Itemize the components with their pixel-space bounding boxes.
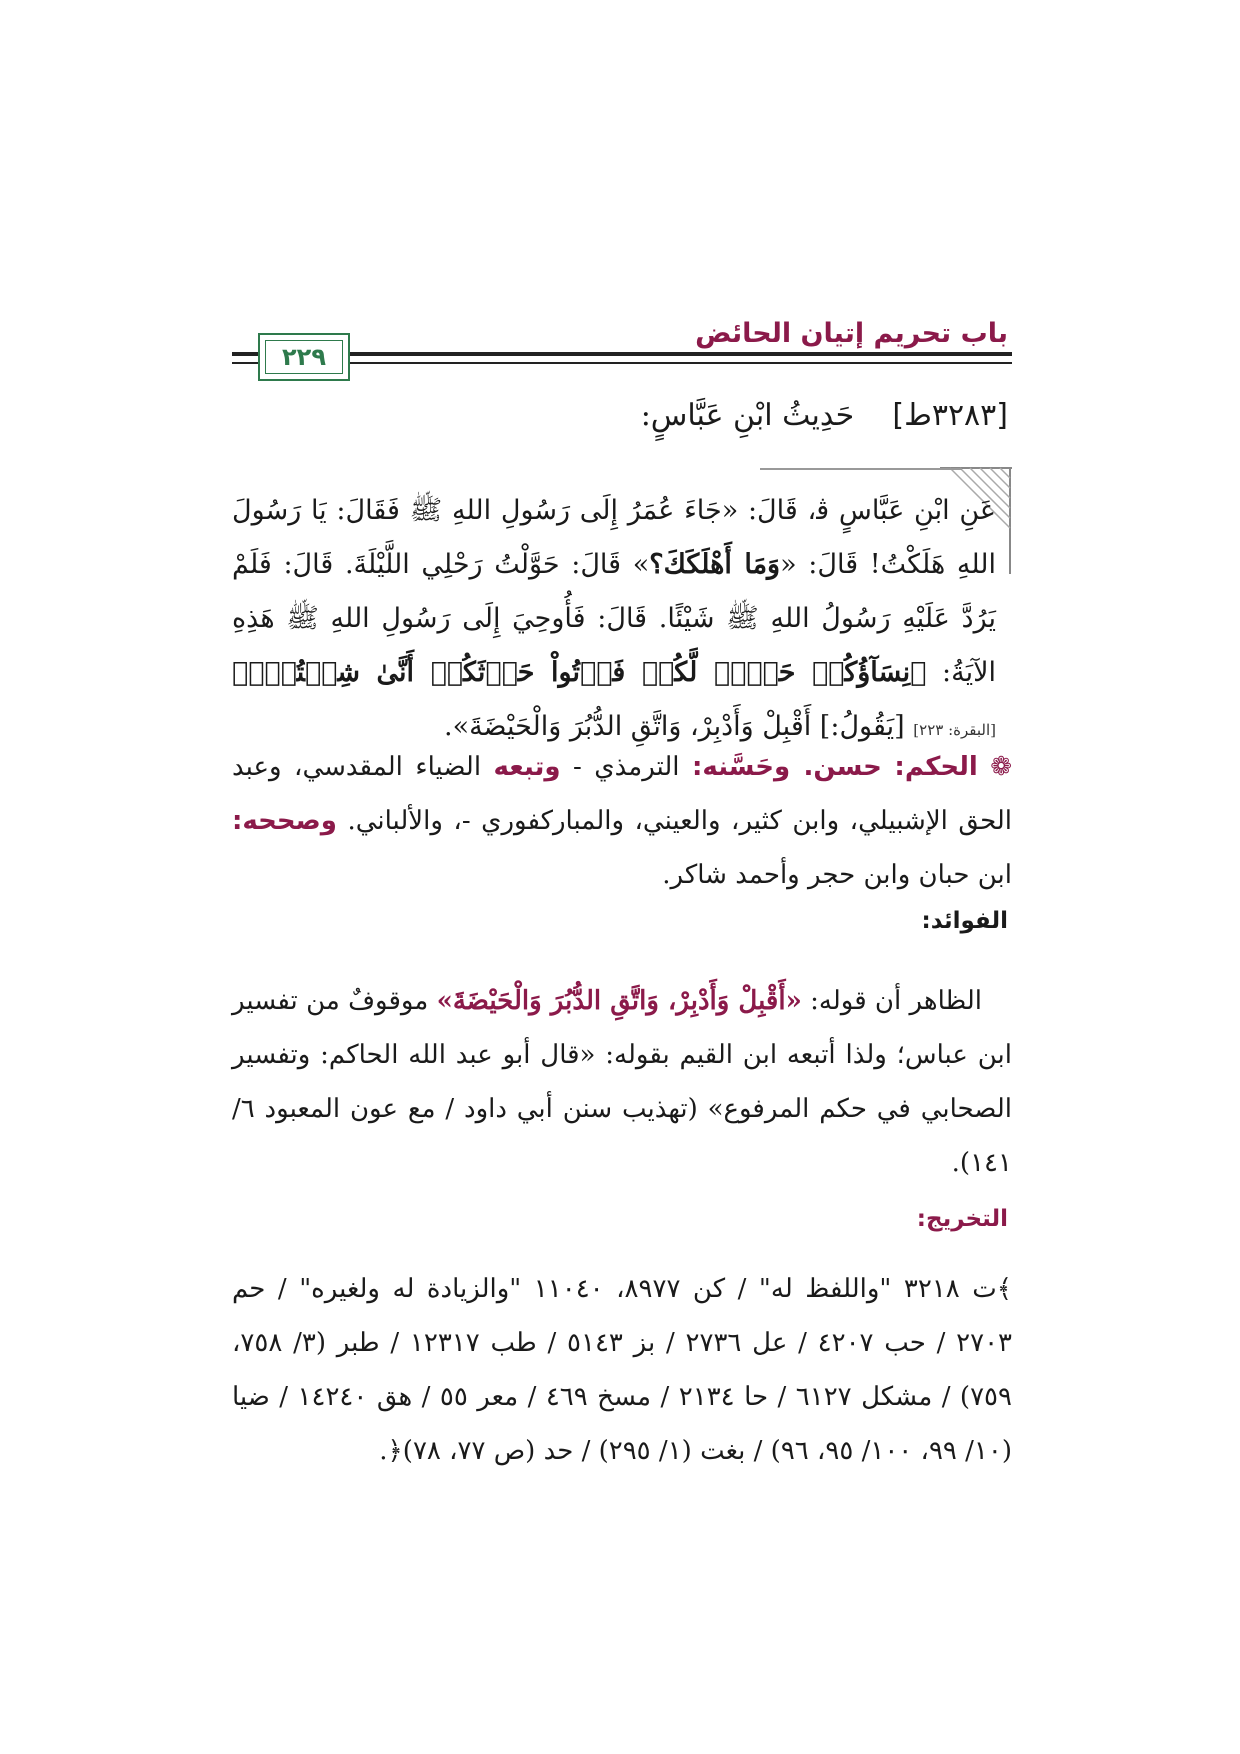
flower-icon: ❁	[990, 752, 1013, 782]
hadith-text-part3: [يَقُولُ:] أَقْبِلْ وَأَدْبِرْ، وَاتَّقِ الدُّبُرَ وَالْحَيْضَةَ».	[443, 711, 914, 742]
benefits-label: الفوائد:	[921, 908, 1008, 934]
takhrij-paragraph	[232, 1262, 1012, 1478]
benefits-highlight: «أَقْبِلْ وَأَدْبِرْ، وَاتَّقِ الدُّبُرَ وَالْحَيْضَةَ»	[436, 986, 802, 1016]
takhrij-label: التخريج:	[916, 1206, 1008, 1232]
ruling-label: الحكم:	[894, 752, 978, 782]
hadith-box-top-line	[760, 468, 962, 470]
hadith-text-part2: » قَالَ: حَوَّلْتُ رَحْلِي اللَّيْلَةَ. قَالَ: فَلَمْ يَرُدَّ عَلَيْهِ رَسُولُ اللهِ ﷺ شَيْئًا. قَالَ: فَأُوحِيَ إِلَى رَسُولِ اللهِ ﷺ هَذِهِ الآيَةُ:	[232, 549, 997, 688]
takhrij-text: ﴾ت ٣٢١٨ "واللفظ له" / كن ٨٩٧٧، ١١٠٤٠ "والزيادة له ولغيره" / حم ٢٧٠٣ / حب ٤٢٠٧ / عل ٢٧٣٦ / بز ٥١٤٣ / طب ١٢٣١٧ / طبر (٣/ ٧٥٨، ٧٥٩) / مشكل ٦١٢٧ / حا ٢١٣٤ / مسخ ٤٦٩ / معر ٥٥ / هق ١٤٢٤٠ / ضيا (١٠/ ٩٩، ١٠٠/ ٩٥، ٩٦) / بغت (١/ ٢٩٥) / حد (ص ٧٧، ٧٨)﴿.	[232, 1274, 1013, 1466]
page-number: ٢٢٩	[282, 343, 326, 371]
hadith-heading	[641, 398, 1008, 433]
page-number-badge	[258, 333, 350, 381]
followed-label: وتبعه	[493, 752, 561, 782]
benefits-text2: موقوفٌ من تفسير ابن عباس؛ ولذا أتبعه ابن القيم بقوله: «قال أبو عبد الله الحاكم: وتفسير الصحابي في حكم المرفوع» (تهذيب سنن أبي داود / مع عون المعبود ٦/ ١٤١).	[232, 986, 1012, 1178]
ruling-paragraph	[232, 740, 1012, 902]
benefits-paragraph	[232, 974, 1012, 1190]
benefits-text1: الظاهر أن قوله:	[801, 986, 982, 1016]
quran-verse: ﴿نِسَآؤُكُمۡ حَرۡثٞ لَّكُمۡ فَأۡتُواْ حَرۡثَكُمۡ أَنَّىٰ شِئۡتُمۡۖ﴾	[232, 657, 927, 688]
quran-reference: [البقرة: ٢٢٣]	[913, 721, 996, 739]
ruling-grade: حسن. وحَسَّنه:	[692, 752, 882, 782]
hadith-quote: وَمَا أَهْلَكَكَ؟	[649, 549, 781, 580]
authenticated-label: وصححه:	[232, 806, 337, 836]
hadith-text-part1: عَنِ ابْنِ عَبَّاسٍ ﭬ، قَالَ: «جَاءَ عُمَرُ إِلَى رَسُولِ اللهِ ﷺ فَقَالَ: يَا رَسُولَ اللهِ هَلَكْتُ! قَالَ: «	[232, 495, 996, 580]
ruling-text2: الضياء المقدسي، وعبد الحق الإشبيلي، وابن كثير، والعيني، والمباركفوري -، والألباني.	[232, 752, 1012, 836]
ruling-text1: الترمذي -	[560, 752, 693, 782]
chapter-title: باب تحريم إتيان الحائض	[695, 318, 1008, 349]
hadith-text	[232, 484, 996, 757]
hadith-number: [٣٢٨٣ط]	[892, 398, 1008, 433]
hadith-title: حَدِيثُ ابْنِ عَبَّاسٍ:	[640, 398, 855, 433]
ruling-text3: ابن حبان وابن حجر وأحمد شاكر.	[662, 860, 1012, 890]
